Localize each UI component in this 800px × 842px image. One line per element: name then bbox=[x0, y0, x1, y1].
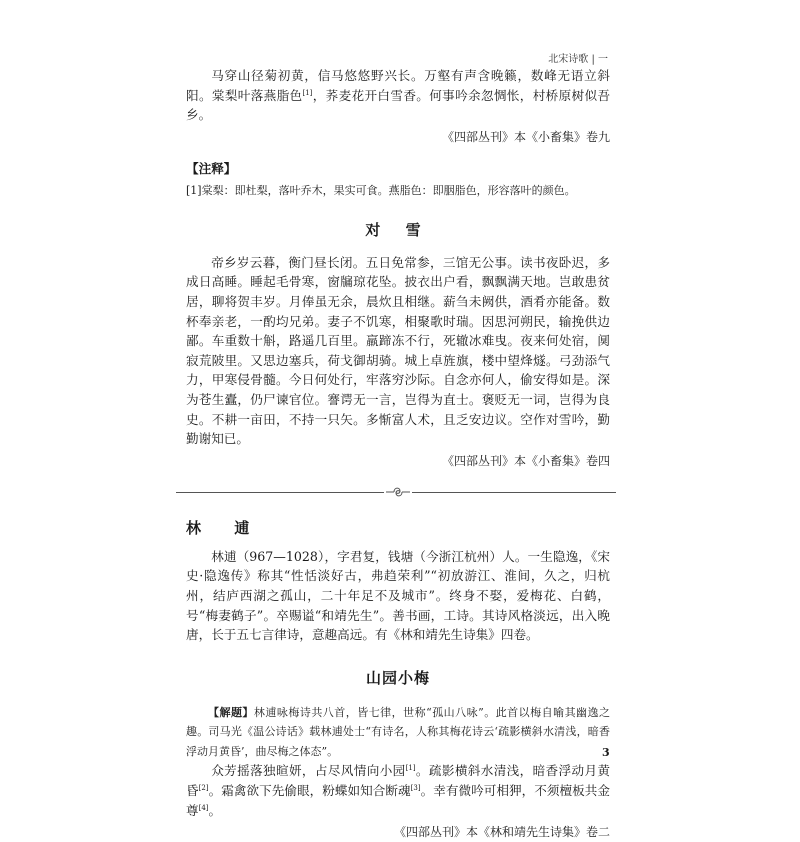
top-poem-source: 《四部丛刊》本《小畜集》卷九 bbox=[441, 129, 610, 144]
page-content bbox=[186, 66, 610, 842]
poem-line: 众芳摇落独暄妍，占尽风情向小园 bbox=[211, 763, 406, 779]
top-poem-part-a: 马穿山径菊初黄，信马悠悠野兴长。万壑有声含晚籁，数峰无语立斜阳。棠梨叶落燕脂色 bbox=[186, 68, 610, 103]
intro-label: 【解题】 bbox=[208, 705, 254, 719]
scroll-ornament-icon bbox=[384, 484, 412, 500]
note-item: [1]棠梨：即杜梨，落叶乔木，果实可食。燕脂色：即胭脂色，形容落叶的颜色。 bbox=[186, 183, 576, 197]
footnote-ref: [2] bbox=[198, 783, 209, 792]
author-bio: 林逋（967—1028），字君复，钱塘（今浙江杭州）人。一生隐逸，《宋史·隐逸传》称其“性恬淡好古，弗趋荣利”“初放游江、淮间，久之，归杭州，结庐西湖之孤山，二十年足不及城市”。终身不娶，爱梅花、白鹤，号“梅妻鹤子”。卒赐谥“和靖先生”。善书画，工诗。其诗风格淡远，出入晚唐，长于五七言律诗，意趣高远。有《林和靖先生诗集》四卷。 bbox=[186, 548, 610, 643]
poem-line: 。疏影横斜水清浅，暗香浮动月黄昏 bbox=[186, 763, 611, 799]
section-divider bbox=[176, 477, 616, 507]
poem-body-dui-xue: 帝乡岁云暮，衡门昼长闭。五日免常参，三馆无公事。读书夜卧迟，多成日高睡。睡起毛骨寒，窗牖琼花坠。披衣出户看，飘飘满天地。岂敢患贫居，聊将贺丰岁。月俸虽无余，晨炊且相继。薪刍未阙供，酒肴亦能备。数杯奉亲老，一酌均兄弟。妻子不饥寒，相聚歌时瑞。因思河朔民，输挽供边鄙。车重数十斛，路遥几百里。羸蹄冻不行，死辙冰难曳。夜来何处宿，阒寂荒陂里。又思边塞兵，荷戈御胡骑。城上卓旌旗，楼中望烽燧。弓劲添气力，甲寒侵骨髓。今日何处行，牢落穷沙际。自念亦何人，偷安得如是。深为苍生蠹，仍尸谏官位。謇谔无一言，岂得为直士。褒贬无一词，岂得为良史。不耕一亩田，不持一只矢。多惭富人术，且乏安边议。空作对雪吟，勤勤谢知已。 bbox=[186, 254, 610, 447]
footnote-ref: [1] bbox=[302, 88, 313, 97]
footnote-ref: [1] bbox=[405, 764, 416, 773]
poem-intro bbox=[186, 703, 610, 762]
poem-source-dui-xue: 《四部丛刊》本《小畜集》卷四 bbox=[441, 453, 610, 468]
poem-title-shan-yuan-xiao-mei: 山园小梅 bbox=[365, 668, 430, 687]
top-poem-part-b: ，荞麦花开白雪香。何事吟余忽惆怅，村桥原树似吾乡。 bbox=[186, 87, 611, 123]
poem-source-shan-yuan-xiao-mei: 《四部丛刊》本《林和靖先生诗集》卷二 bbox=[393, 825, 610, 840]
footnote-ref: [4] bbox=[198, 803, 209, 812]
poem-title-dui-xue: 对 雪 bbox=[365, 220, 431, 239]
running-head: 北宋诗歌 | 一 bbox=[548, 54, 608, 65]
intro-text: 林逋咏梅诗共八首，皆七律，世称“孤山八咏”。此首以梅自喻其幽逸之趣。司马光《温公诗话》载林逋处士“有诗名，人称其梅花诗云‘疏影横斜水清浅，暗香浮动月黄昏’，曲尽梅之体态”。 bbox=[186, 705, 611, 758]
poem-line: 。幸有微吟可相狎，不须檀板共金尊 bbox=[186, 783, 611, 818]
poem-line: 。 bbox=[208, 802, 222, 818]
top-poem-text bbox=[186, 66, 610, 125]
author-name: 林 逋 bbox=[186, 518, 264, 537]
footnote-ref: [3] bbox=[410, 783, 421, 792]
notes-heading: 【注释】 bbox=[186, 160, 237, 176]
poem-body-shan-yuan-xiao-mei bbox=[186, 761, 610, 820]
page-number: 3 bbox=[602, 746, 610, 759]
poem-line: 。霜禽欲下先偷眼，粉蝶如知合断魂 bbox=[208, 783, 411, 799]
